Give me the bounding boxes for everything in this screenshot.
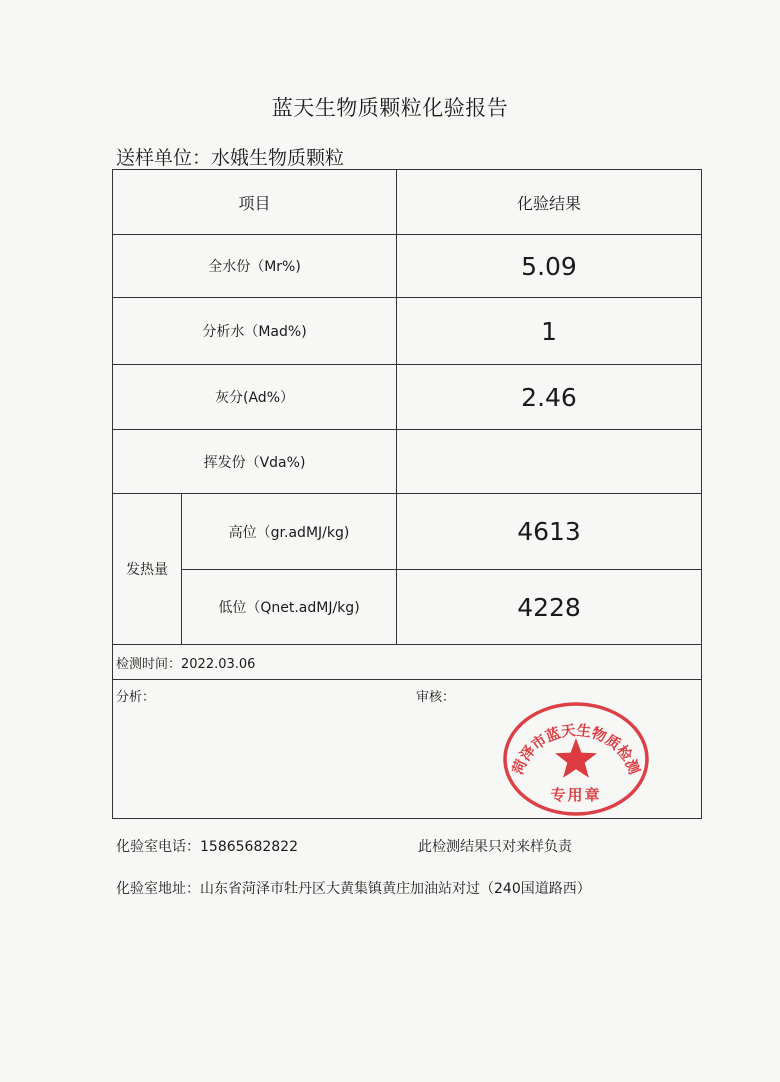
report-title: 蓝天生物质颗粒化验报告 [271,96,509,120]
sender-unit: 送样单位：水娥生物质颗粒 [116,147,345,169]
star-icon [555,738,597,778]
item-label: 低位（Qnet.adMJ/kg) [182,570,397,645]
table-row [113,570,702,645]
item-value: 5.09 [397,235,702,298]
item-value [397,430,702,494]
item-label: 灰分(Ad%） [113,365,397,430]
header-result: 化验结果 [397,170,702,235]
table-row [113,430,702,494]
official-seal-stamp [501,700,651,818]
item-label: 高位（gr.adMJ/kg) [182,494,397,570]
item-value: 4613 [397,494,702,570]
header-item: 项目 [113,170,397,235]
analysis-label: 分析： [116,690,156,705]
table-row [113,298,702,365]
item-label: 挥发份（Vda%) [113,430,397,494]
item-value: 2.46 [397,365,702,430]
review-label: 审核： [416,690,456,705]
item-value: 4228 [397,570,702,645]
test-time: 检测时间：2022.03.06 [113,645,702,680]
table-header-row [113,170,702,235]
test-time-row [113,645,702,680]
lab-phone: 化验室电话：15865682822 [116,839,298,855]
heat-group-label: 发热量 [113,494,182,645]
lab-address: 化验室地址：山东省菏泽市牡丹区大黄集镇黄庄加油站对过（240国道路西） [116,881,591,897]
item-value: 1 [397,298,702,365]
table-row [113,365,702,430]
table-row [113,494,702,570]
seal-bottom-text: 专用章 [550,786,602,804]
disclaimer: 此检测结果只对来样负责 [418,839,572,855]
seal-top-text: 菏泽市蓝天生物质检测 [509,722,643,777]
table-row [113,235,702,298]
item-label: 分析水（Mad%) [113,298,397,365]
item-label: 全水份（Mr%) [113,235,397,298]
